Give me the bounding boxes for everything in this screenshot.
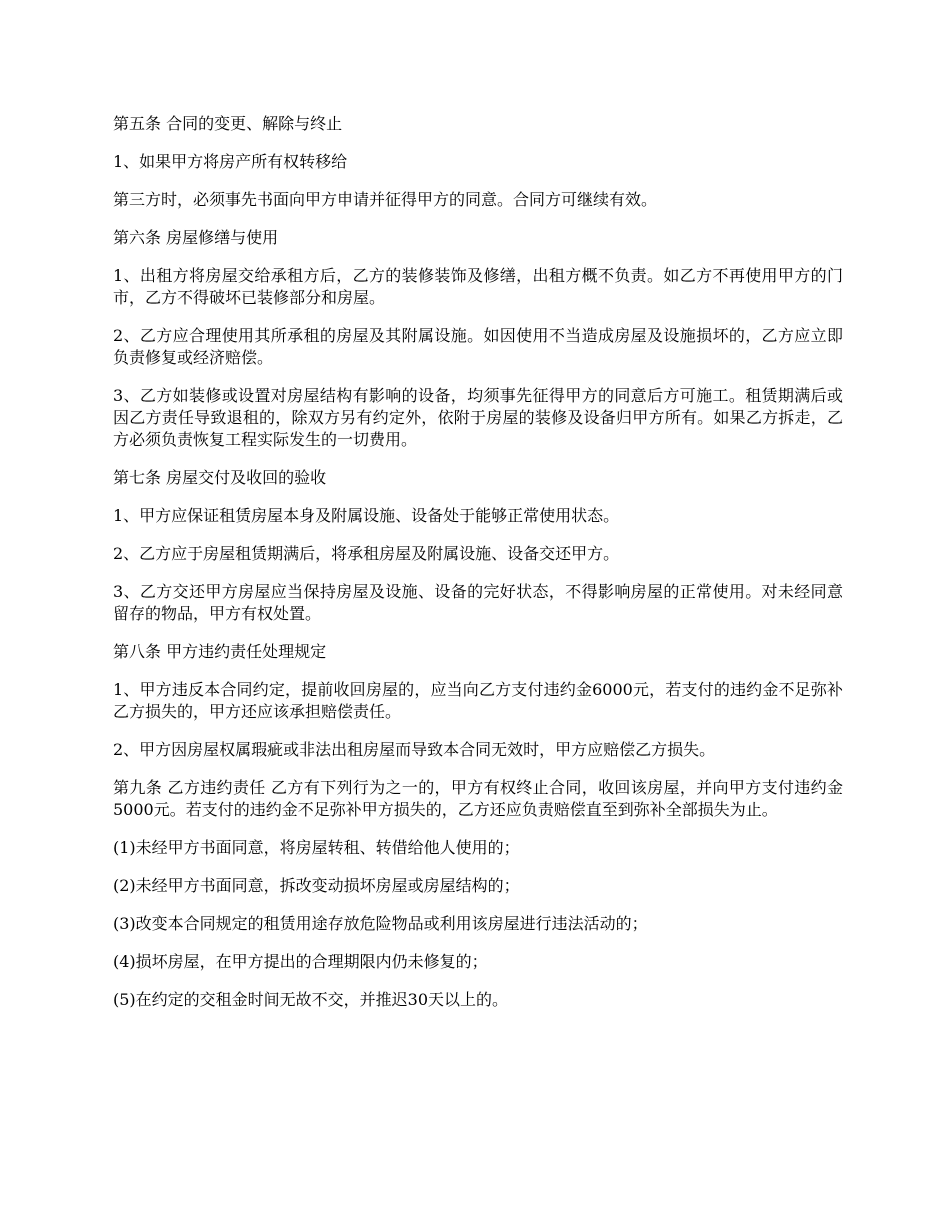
list-item: (1)未经甲方书面同意，将房屋转租、转借给他人使用的；: [113, 838, 520, 857]
section-heading-9: 第九条 乙方违约责任 乙方有下列行为之一的，甲方有权终止合同，收回该房屋，并向甲方支付违约金5000元。若支付的违约金不足弥补甲方损失的，乙方还应负责赔偿直至到弥补全部损失为止。: [113, 778, 843, 819]
list-item: (4)损坏房屋，在甲方提出的合理期限内仍未修复的；: [113, 952, 488, 971]
paragraph: 1、甲方违反本合同约定，提前收回房屋的，应当向乙方支付违约金6000元，若支付的违约金不足弥补乙方损失的，甲方还应该承担赔偿责任。: [113, 680, 843, 721]
section-heading-5: 第五条 合同的变更、解除与终止: [113, 114, 343, 133]
list-item: (3)改变本合同规定的租赁用途存放危险物品或利用该房屋进行违法活动的；: [113, 914, 648, 933]
document-body: [113, 113, 843, 1027]
section-heading-8: 第八条 甲方违约责任处理规定: [113, 642, 327, 661]
paragraph: 2、乙方应于房屋租赁期满后，将承租房屋及附属设施、设备交还甲方。: [113, 544, 620, 563]
section-heading-6: 第六条 房屋修缮与使用: [113, 228, 279, 247]
paragraph: 3、乙方如装修或设置对房屋结构有影响的设备，均须事先征得甲方的同意后方可施工。租赁期满后或因乙方责任导致退租的，除双方另有约定外，依附于房屋的装修及设备归甲方所有。如果乙方拆走，乙方必须负责恢复工程实际发生的一切费用。: [113, 386, 843, 449]
section-heading-7: 第七条 房屋交付及收回的验收: [113, 468, 327, 487]
list-item: (2)未经甲方书面同意，拆改变动损坏房屋或房屋结构的；: [113, 876, 520, 895]
paragraph: 2、甲方因房屋权属瑕疵或非法出租房屋而导致本合同无效时，甲方应赔偿乙方损失。: [113, 740, 716, 759]
paragraph: 2、乙方应合理使用其所承租的房屋及其附属设施。如因使用不当造成房屋及设施损坏的，乙方应立即负责修复或经济赔偿。: [113, 326, 843, 367]
list-item: (5)在约定的交租金时间无故不交，并推迟30天以上的。: [113, 990, 509, 1009]
paragraph: 第三方时，必须事先书面向甲方申请并征得甲方的同意。合同方可继续有效。: [113, 190, 658, 209]
paragraph: 3、乙方交还甲方房屋应当保持房屋及设施、设备的完好状态，不得影响房屋的正常使用。对未经同意留存的物品，甲方有权处置。: [113, 582, 843, 623]
paragraph: 1、甲方应保证租赁房屋本身及附属设施、设备处于能够正常使用状态。: [113, 506, 620, 525]
paragraph: 1、如果甲方将房产所有权转移给: [113, 152, 348, 171]
paragraph: 1、出租方将房屋交给承租方后，乙方的装修装饰及修缮，出租方概不负责。如乙方不再使用甲方的门市，乙方不得破坏已装修部分和房屋。: [113, 266, 843, 307]
